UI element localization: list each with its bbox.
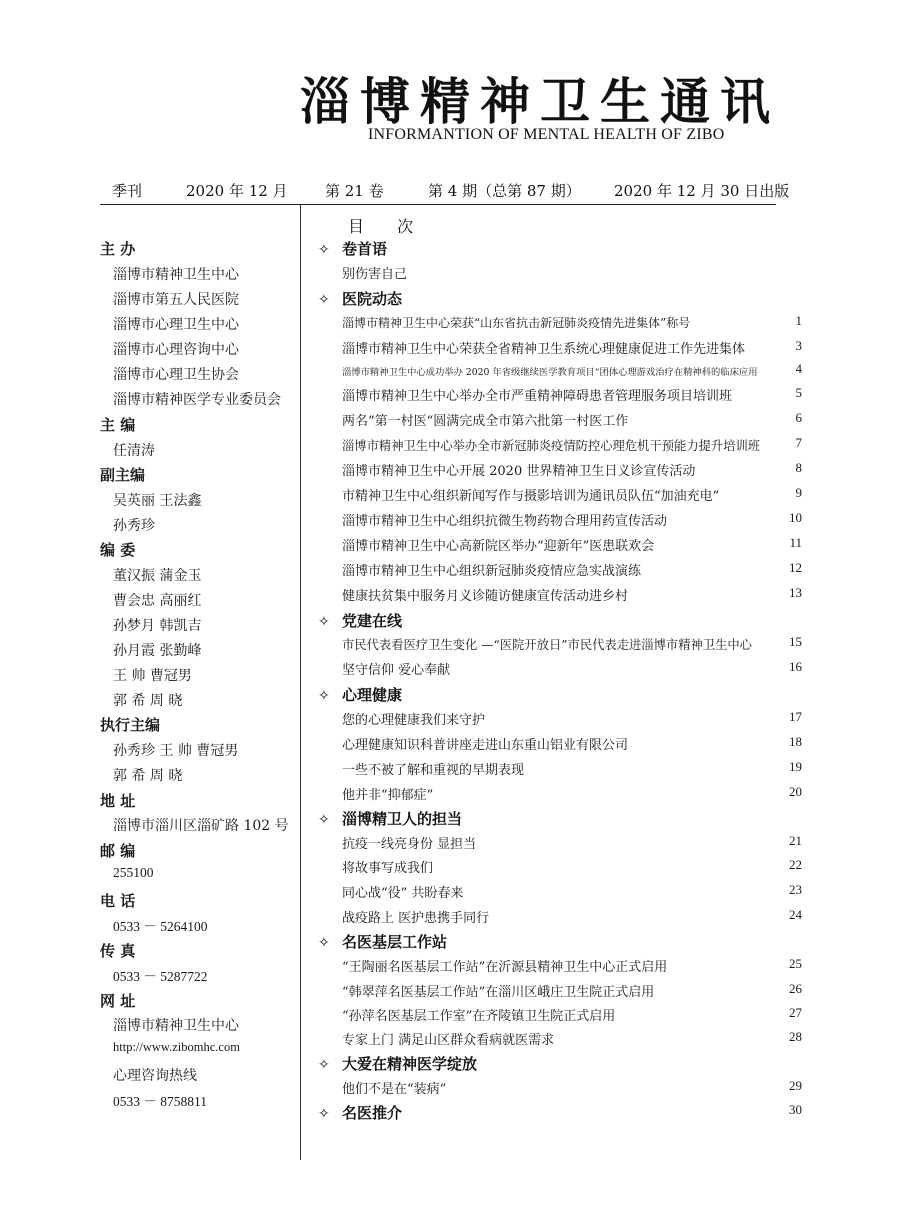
toc-entry-page: 25	[789, 956, 802, 971]
toc-entry[interactable]	[342, 1005, 802, 1025]
toc-section	[318, 931, 447, 952]
toc-entry-title: 他并非“抑郁症”	[342, 788, 434, 803]
board-names: 孙梦月 韩凯吉	[113, 618, 202, 634]
toc-entry-title: 淄博市精神卫生中心荣获“山东省抗击新冠肺炎疫情先进集体”称号	[342, 316, 691, 330]
toc-entry-page: 12	[789, 560, 802, 575]
toc-entry-page: 23	[789, 882, 802, 897]
toc-entry[interactable]	[342, 361, 802, 381]
toc-entry-title: 别伤害自己	[342, 267, 408, 282]
postcode-label: 邮 编	[100, 842, 136, 860]
toc-entry-page: 8	[795, 460, 802, 475]
toc-entry[interactable]	[342, 510, 802, 530]
deputy-label: 副主编	[100, 466, 146, 484]
toc-entry-page: 3	[795, 338, 802, 353]
toc-entry-title: 淄博市精神卫生中心荣获全省精神卫生系统心理健康促进工作先进集体	[342, 342, 746, 357]
toc-entry-title: “韩翠萍名医基层工作站”在淄川区峨庄卫生院正式启用	[342, 985, 655, 1000]
toc-entry[interactable]	[342, 1102, 802, 1122]
toc-entry-page: 27	[789, 1005, 802, 1020]
toc-entry-page: 17	[789, 709, 802, 724]
deputy-names: 吴英丽 王法鑫	[113, 493, 202, 509]
toc-entry-page: 21	[789, 833, 802, 848]
toc-entry-title: 淄博市精神卫生中心组织抗微生物药物合理用药宣传活动	[342, 514, 668, 529]
toc-entry-title: 淄博市精神卫生中心举办全市新冠肺炎疫情防控心理危机干预能力提升培训班	[342, 439, 761, 453]
toc-entry-page: 9	[795, 485, 802, 500]
hotline-label: 心理咨询热线	[113, 1068, 197, 1084]
toc-entry[interactable]	[342, 460, 802, 480]
board-names: 董汉振 蒲金玉	[113, 568, 202, 584]
fax-label: 传 真	[100, 942, 136, 960]
toc-entry-page: 24	[789, 907, 802, 922]
toc-entry-page: 5	[795, 385, 802, 400]
toc-entry[interactable]	[342, 585, 802, 605]
sponsor-item: 淄博市心理咨询中心	[113, 342, 239, 358]
toc-entry-page: 7	[795, 435, 802, 450]
toc-section	[318, 808, 462, 829]
toc-entry-title: 将故事写成我们	[342, 861, 434, 876]
toc-entry[interactable]	[342, 435, 802, 455]
toc-entry[interactable]	[342, 907, 802, 927]
toc-entry-page: 26	[789, 981, 802, 996]
toc-entry-page: 20	[789, 784, 802, 799]
toc-entry[interactable]	[342, 410, 802, 430]
toc-title: 目 次	[348, 217, 428, 236]
toc-section	[318, 610, 402, 631]
phone-value: 0533 － 5264100	[113, 919, 208, 934]
toc-entry[interactable]	[342, 560, 802, 580]
board-names: 王 帅 曹冠男	[113, 668, 192, 684]
toc-entry[interactable]	[342, 833, 802, 853]
toc-entry[interactable]	[342, 634, 802, 654]
diamond-icon: ✧	[318, 1057, 330, 1073]
toc-entry[interactable]	[342, 709, 802, 729]
toc-entry-page: 29	[789, 1078, 802, 1093]
toc-entry-title: 两名“第一村医“圆满完成全市第六批第一村医工作	[342, 414, 629, 429]
journal-title: 淄博精神卫生通讯	[300, 72, 780, 131]
editor-name: 任清涛	[113, 443, 155, 459]
board-names: 孙月霞 张勤峰	[113, 643, 202, 659]
postcode-value: 255100	[113, 865, 154, 880]
toc-entry-page: 16	[789, 659, 802, 674]
toc-entry-page: 4	[795, 361, 802, 376]
toc-entry[interactable]	[342, 338, 802, 358]
toc-entry[interactable]	[342, 535, 802, 555]
diamond-icon: ✧	[318, 614, 330, 630]
sponsor-item: 淄博市精神卫生中心	[113, 267, 239, 283]
diamond-icon: ✧	[318, 812, 330, 828]
sponsor-label: 主 办	[100, 240, 136, 258]
toc-section	[318, 238, 387, 259]
toc-entry-page: 13	[789, 585, 802, 600]
exec-editor-names: 郭 希 周 晓	[113, 768, 183, 784]
toc-entry[interactable]	[342, 734, 802, 754]
toc-entry-title: 淄博市精神卫生中心组织新冠肺炎疫情应急实战演练	[342, 564, 642, 579]
toc-entry-page: 10	[789, 510, 802, 525]
toc-section-title: 党建在线	[342, 612, 403, 630]
exec-editor-label: 执行主编	[100, 716, 161, 734]
toc-entry-title: 坚守信仰 爱心奉献	[342, 663, 451, 678]
toc-section-title: 名医基层工作站	[342, 933, 448, 951]
toc-entry-page: 1	[795, 313, 802, 328]
issue-published: 2020 年 12 月 30 日出版	[614, 182, 790, 200]
toc-section-title: 淄博精卫人的担当	[342, 810, 463, 828]
toc-entry-title: 淄博市精神卫生中心高新院区举办“迎新年”医患联欢会	[342, 539, 655, 554]
board-names: 郭 希 周 晓	[113, 693, 183, 709]
sponsor-item: 淄博市第五人民医院	[113, 292, 239, 308]
toc-section	[318, 684, 402, 705]
address-label: 地 址	[100, 792, 136, 810]
toc-section-title: 名医推介	[342, 1104, 403, 1122]
toc-entry-title: 市民代表看医疗卫生变化 —“医院开放日”市民代表走进淄博市精神卫生中心	[342, 638, 752, 652]
toc-entry[interactable]	[342, 784, 802, 804]
toc-section-title: 心理健康	[342, 686, 403, 704]
issue-date: 2020 年 12 月	[186, 182, 288, 200]
toc-entry-title: 市精神卫生中心组织新闻写作与摄影培训为通讯员队伍“加油充电”	[342, 489, 720, 504]
toc-section	[318, 1053, 477, 1074]
diamond-icon: ✧	[318, 935, 330, 951]
toc-entry-title: 同心战“役” 共盼春来	[342, 886, 464, 901]
toc-entry-title: 您的心理健康我们来守护	[342, 713, 486, 728]
diamond-icon: ✧	[318, 292, 330, 308]
exec-editor-names: 孙秀珍 王 帅 曹冠男	[113, 743, 239, 759]
board-names: 曹会忠 高丽红	[113, 593, 202, 609]
website-url[interactable]: http://www.zibomhc.com	[113, 1040, 240, 1054]
toc-section	[318, 288, 402, 309]
header-rule	[100, 204, 776, 205]
toc-entry-title: 他们不是在“装病”	[342, 1082, 447, 1097]
website-name: 淄博市精神卫生中心	[113, 1018, 239, 1034]
toc-entry-page: 6	[795, 410, 802, 425]
sponsor-item: 淄博市心理卫生中心	[113, 317, 239, 333]
toc-entry-page: 22	[789, 857, 802, 872]
toc-entry-title: 淄博市精神卫生中心开展 2020 世界精神卫生日义诊宣传活动	[342, 464, 696, 479]
toc-entry-title: 淄博市精神卫生中心成功举办 2020 年省级继续医学教育项目“团体心理游戏治疗在精神科的临床应用	[342, 367, 758, 378]
issue-number: 第 4 期（总第 87 期）	[428, 182, 581, 200]
toc-entry-title: 淄博市精神卫生中心举办全市严重精神障碍患者管理服务项目培训班	[342, 389, 733, 404]
toc-entry-title: “王陶丽名医基层工作站”在沂源县精神卫生中心正式启用	[342, 960, 668, 975]
toc-entry[interactable]	[342, 882, 802, 902]
toc-entry[interactable]	[342, 1078, 802, 1098]
column-divider	[300, 205, 301, 1160]
toc-section-title: 医院动态	[342, 290, 403, 308]
toc-entry[interactable]	[342, 263, 802, 283]
toc-entry[interactable]	[342, 313, 802, 333]
toc-entry-page: 19	[789, 759, 802, 774]
toc-entry[interactable]	[342, 857, 802, 877]
toc-entry[interactable]	[342, 981, 802, 1001]
toc-entry[interactable]	[342, 956, 802, 976]
hotline-value: 0533 － 8758811	[113, 1094, 207, 1109]
journal-subtitle: INFORMANTION OF MENTAL HEALTH OF ZIBO	[368, 126, 725, 143]
toc-entry-title: 战疫路上 医护患携手同行	[342, 911, 490, 926]
deputy-names: 孙秀珍	[113, 518, 155, 534]
toc-section-title: 卷首语	[342, 240, 388, 258]
sponsor-item: 淄博市心理卫生协会	[113, 367, 239, 383]
toc-entry-page: 30	[789, 1102, 802, 1117]
diamond-icon: ✧	[318, 688, 330, 704]
toc-entry-page: 15	[789, 634, 802, 649]
toc-entry[interactable]	[342, 1029, 802, 1049]
toc-entry-title: 心理健康知识科普讲座走进山东重山铝业有限公司	[342, 738, 629, 753]
website-label: 网 址	[100, 992, 136, 1010]
sponsor-item: 淄博市精神医学专业委员会	[113, 392, 281, 408]
toc-entry-title: 健康扶贫集中服务月义诊随访健康宣传活动进乡村	[342, 589, 629, 604]
toc-entry-title: 专家上门 满足山区群众看病就医需求	[342, 1033, 555, 1048]
diamond-icon: ✧	[318, 1106, 330, 1122]
toc-entry-page: 18	[789, 734, 802, 749]
diamond-icon: ✧	[318, 242, 330, 258]
toc-entry[interactable]	[342, 659, 802, 679]
toc-entry-title: 抗疫一线亮身份 显担当	[342, 837, 477, 852]
fax-value: 0533 － 5287722	[113, 969, 208, 984]
toc-section-title: 大爱在精神医学绽放	[342, 1055, 478, 1073]
toc-entry-title: 一些不被了解和重视的早期表现	[342, 763, 525, 778]
toc-entry[interactable]	[342, 485, 802, 505]
issue-frequency: 季刊	[112, 182, 143, 200]
toc-entry[interactable]	[342, 385, 802, 405]
toc-entry-page: 28	[789, 1029, 802, 1044]
issue-volume: 第 21 卷	[325, 182, 384, 200]
toc-entry[interactable]	[342, 759, 802, 779]
board-label: 编 委	[100, 541, 136, 559]
editor-label: 主 编	[100, 416, 136, 434]
toc-entry-title: “孙萍名医基层工作室”在齐陵镇卫生院正式启用	[342, 1009, 616, 1024]
address-value: 淄博市淄川区淄矿路 102 号	[113, 818, 289, 834]
toc-entry-page: 11	[789, 535, 802, 550]
phone-label: 电 话	[100, 892, 136, 910]
